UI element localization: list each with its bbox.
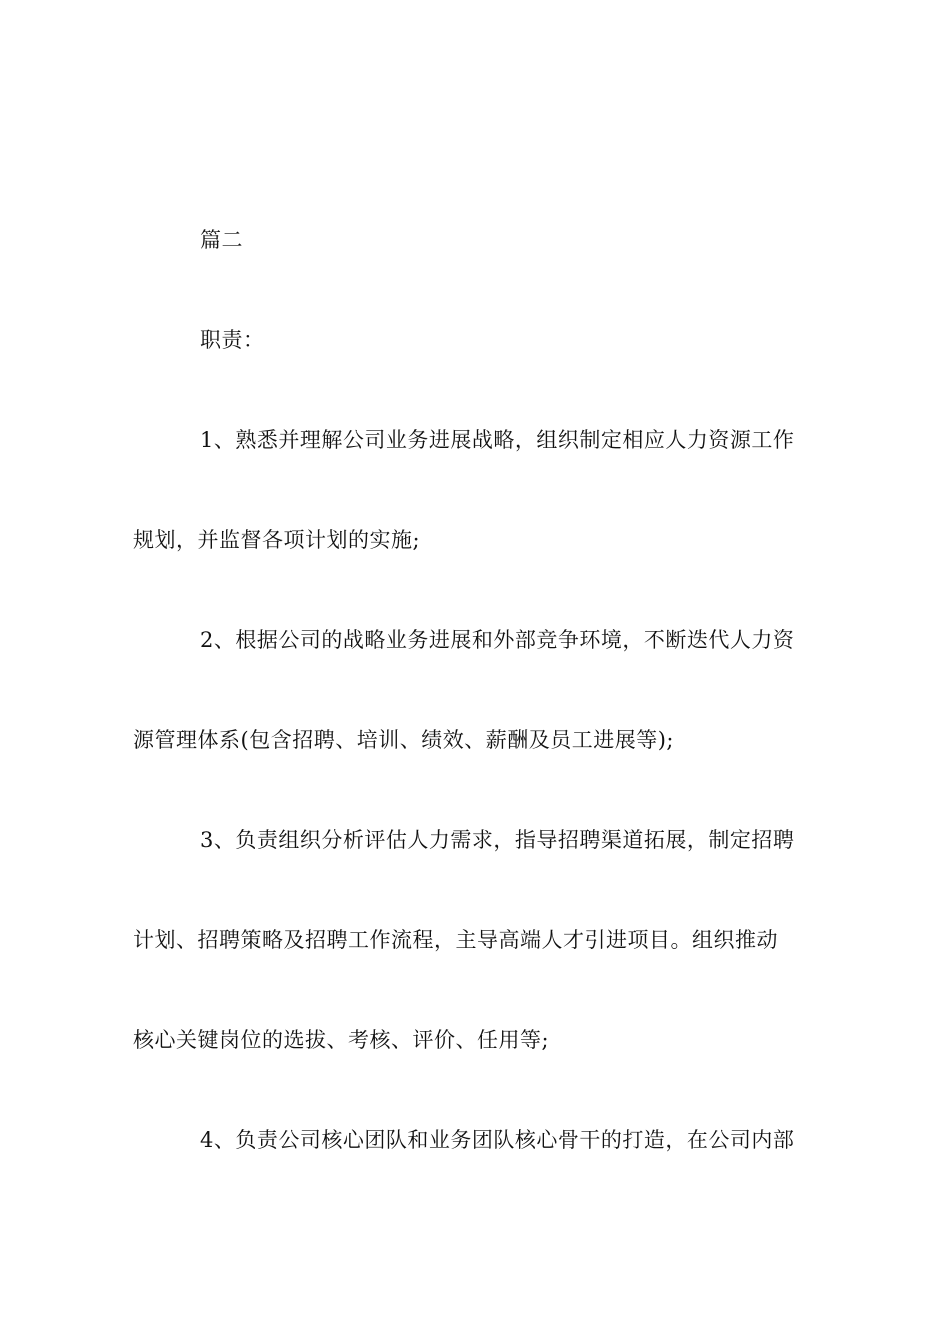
paragraph-line: 源管理体系(包含招聘、培训、绩效、薪酬及员工进展等); (133, 728, 674, 752)
paragraph-line: 计划、招聘策略及招聘工作流程，主导高端人才引进项目。组织推动 (133, 928, 778, 952)
section-heading: 篇二 (200, 228, 243, 252)
responsibilities-label: 职责： (200, 328, 265, 352)
paragraph-line: 规划，并监督各项计划的实施; (133, 528, 421, 552)
paragraph-line: 核心关键岗位的选拔、考核、评价、任用等; (133, 1028, 550, 1052)
paragraph-line: 2、根据公司的战略业务进展和外部竞争环境，不断迭代人力资 (200, 628, 795, 652)
paragraph-line: 1、熟悉并理解公司业务进展战略，组织制定相应人力资源工作 (200, 428, 795, 452)
paragraph-line: 4、负责公司核心团队和业务团队核心骨干的打造，在公司内部 (200, 1128, 795, 1152)
paragraph-line: 3、负责组织分析评估人力需求，指导招聘渠道拓展，制定招聘 (200, 828, 795, 852)
